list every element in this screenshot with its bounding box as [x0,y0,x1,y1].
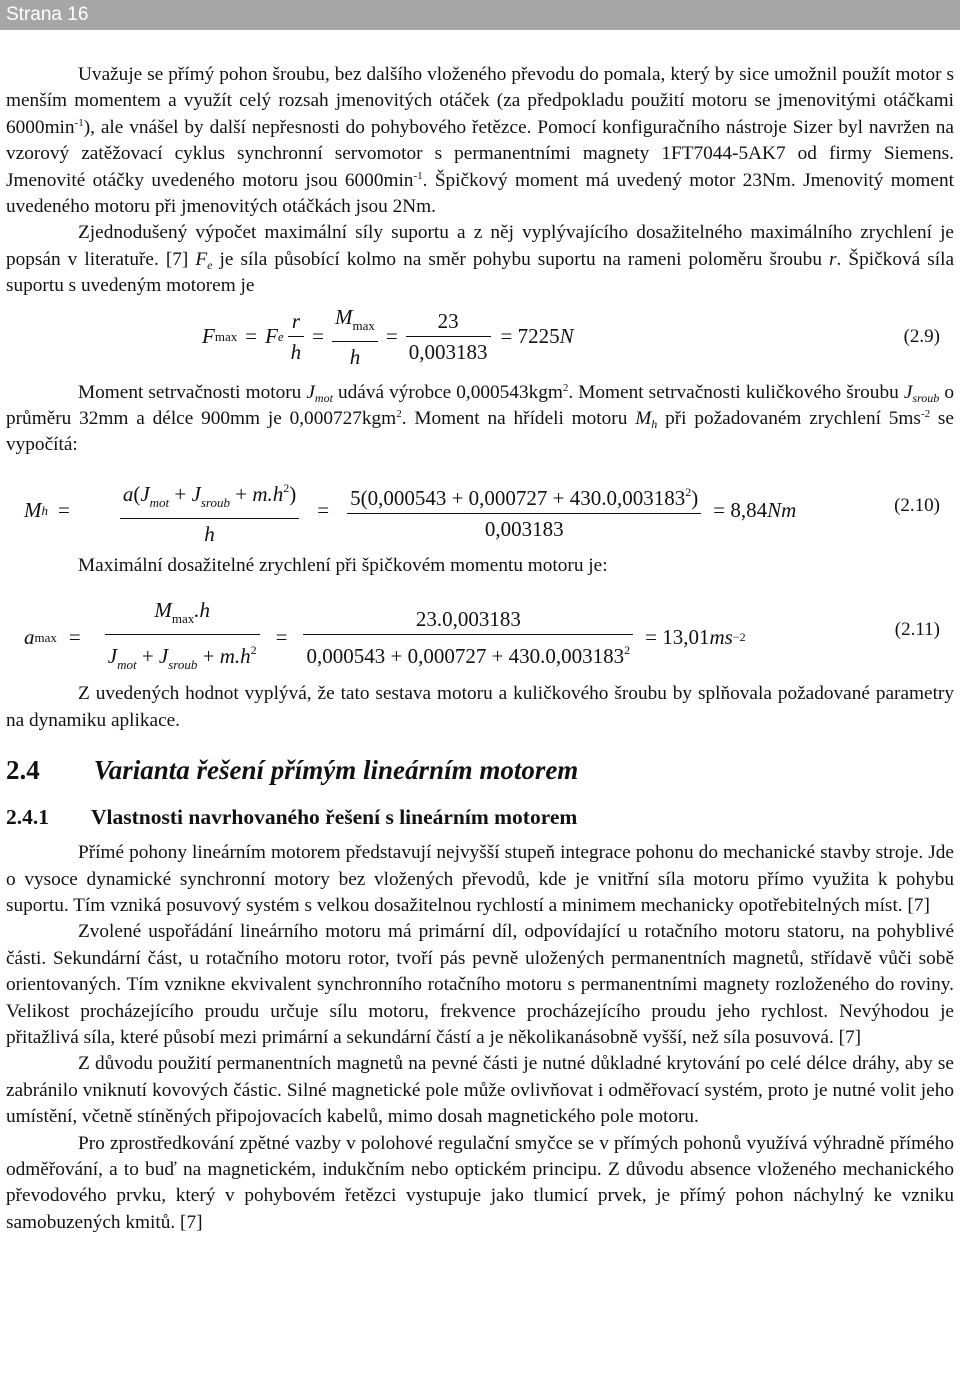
equation-number: (2.9) [903,325,940,347]
paragraph-inertia: Moment setrvačnosti motoru $J_{mot}$ udává výrobce 0,000543kgm$^2$. Moment setrvačnosti kuličkového šroubu $J_{sroub}$ o průměru 32mm a délce 900mm je 0,000727kgm$^2$. Moment na hřídeli motoru $M_h$ při požadovaném zrychlení $5ms^{-2}$ se vypočítá: [6,381,954,456]
equation-number: (2.10) [894,494,940,516]
page-number-label: Strana 16 [6,4,89,25]
section-heading [6,752,954,788]
paragraph-feedback: Pro zprostředkování zpětné vazby v polohové regulační smyčce se v přímých pohonů využívá výhradně přímého odměřování, a to buď na magnetickém, indukčním nebo optickém principu. Z důvodu absence vloženého mechanického převodového prvku, který v pohybovém řetězci vystupuje jako tlumicí prvek, je přímý pohon náchylný ke vzniku samobuzených kmitů. [7] [6,1132,954,1233]
equation-2-9: F max = F e $\frac{r}{h}$ = $\frac{M_{max}}{h}$ = $\frac{23}{0,003183}$ = 7225 N (2.9) [6,300,954,380]
subsection-heading [6,802,954,832]
subsection-number: 2.4.1 [6,805,49,830]
equation-number: (2.11) [894,619,940,641]
page-header [0,0,960,30]
equation-2-10: M h = $\frac{a(J_{mot} + J_{sroub} + m.h^2)}{h}$ = $\frac{5(0,000543 + 0,000727 + 430.0,003183^2)}{0,003183}$ = 8,84 Nm (2.10) [6,459,954,553]
subsection-title: Vlastnosti navrhovaného řešení s lineárním motorem [91,805,578,830]
paragraph-shielding: Z důvodu použití permanentních magnetů na pevné části je nutné důkladné krytování po celé délce dráhy, aby se zabránilo vniknutí kovových částic. Silné magnetické pole může ovlivňovat i odměřovací systém, proto je nutné volit jeho umístění, včetně stíněných připojovacích kabelů, mimo dosah magnetického pole motoru. [6,1053,954,1128]
paragraph-force-calc: Zjednodušený výpočet maximální síly suportu a z něj vyplývajícího dosažitelného maximálního zrychlení je popsán v literatuře. [7] $F_e$ je síla působící kolmo na směr pohybu suportu na rameni poloměru šroubu r. Špičková síla suportu s uvedeným motorem je [6,222,954,297]
paragraph-max-acceleration-intro: Maximální dosažitelné zrychlení při špičkovém momentu motoru je: [78,554,608,576]
section-title: Varianta řešení přímým lineárním motorem [93,755,579,786]
paragraph-motor-intro: Uvažuje se přímý pohon šroubu, bez dalšího vloženého převodu do pomala, který by sice umožnil použít motor s menším momentem a využít celý rozsah jmenovitých otáček (za předpokladu použití motoru se jmenovitými otáčkami $6000\min^{-1}$), ale vnášel by další nepřesnosti do pohybového řetězce. Pomocí konfiguračního nástroje Sizer byl navržen na vzorový zatěžovací cyklus synchronní servomotor s permanentními magnety 1FT7044-5AK7 od firmy Siemens. Jmenovité otáčky uvedeného motoru jsou $6000\min^{-1}$. Špičkový moment má uvedený motor 23Nm. Jmenovitý moment uvedeného motoru při jmenovitých otáčkách jsou 2Nm. [6,64,954,218]
paragraph-direct-drives: Přímé pohony lineárním motorem představují nejvyšší stupeň integrace pohonu do mechanické stavby stroje. Jde o vysoce dynamické synchronní motory bez vložených převodů, kde je vnitřní síla motoru přímo využita k pohybu suportu. Tím vzniká posuvový systém s velkou dosažitelnou rychlostí a minimem mechanicky opotřebitelných míst. [7] [6,842,954,916]
document-body [6,62,954,1236]
paragraph-conclusion: Z uvedených hodnot vyplývá, že tato sestava motoru a kuličkového šroubu by splňovala požadované parametry na dynamiku aplikace. [6,683,954,731]
paragraph-arrangement: Zvolené uspořádání lineárního motoru má primární díl, odpovídající u rotačního motoru statoru, na pohyblivé části. Sekundární část, u rotačního motoru rotor, tvoří pás pevně uložených permanentních magnetů, střídavě vůči sobě orientovaných. Tím vznikne ekvivalent synchronního rotačního motoru s permanentními magnety rozloženého do roviny. Velikost procházejícího proudu určuje sílu motoru, frekvence procházejícího proudu jeho rychlost. Nevýhodou je přitažlivá síla, které působí mezi primární a sekundární částí a je několikanásobně vyšší, než síla posuvová. [7] [6,921,954,1048]
equation-2-11: a max = $\frac{M_{max}.h}{J_{mot} + J_{sroub} + m.h^2}$ = $\frac{23.0,003183}{0,000543 + 0,000727 + 430.0,003183^2}$ = 13,01 ms −2 (2.11) [6,585,954,681]
section-number: 2.4 [6,755,40,786]
